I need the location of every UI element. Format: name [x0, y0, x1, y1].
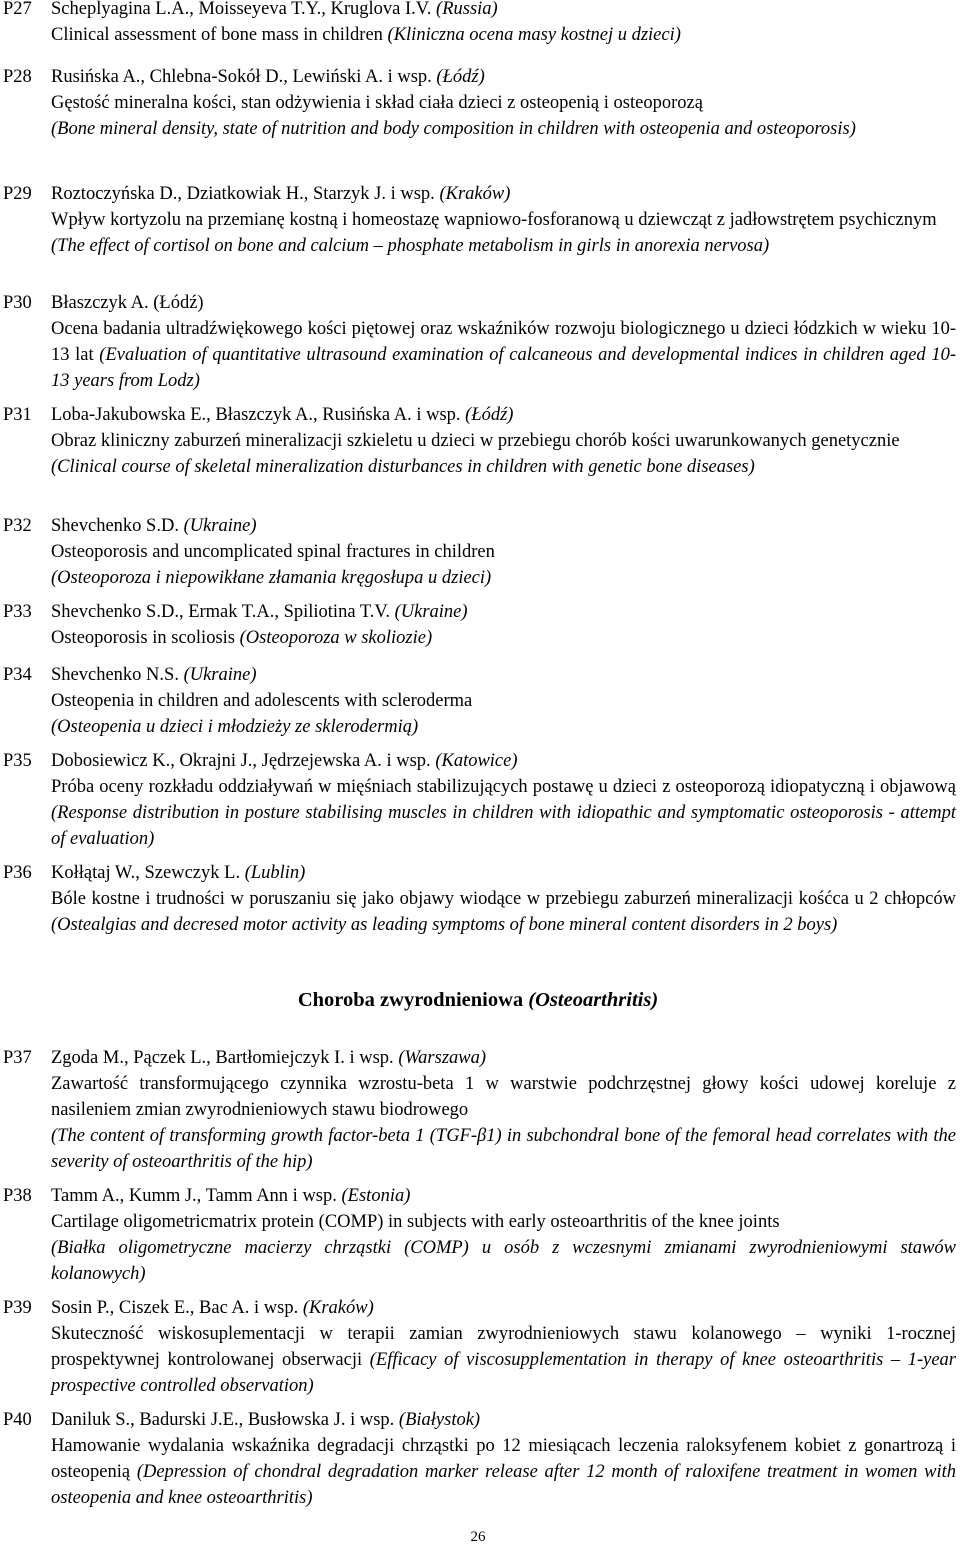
abstract-entry-p36	[0, 860, 956, 938]
entry-number: P40	[3, 1410, 32, 1430]
abstract-entry-p34	[0, 662, 956, 740]
entry-number: P32	[3, 516, 32, 536]
abstract-entry-p37	[0, 1045, 956, 1175]
page-number: 26	[470, 1529, 486, 1545]
entry-title: Bóle kostne i trudności w poruszaniu się jako objawy wiodące w przebiegu zaburzeń mineralizacji kośćca u 2 chłopców	[51, 889, 956, 909]
entry-place: (Ukraine)	[394, 602, 468, 622]
entry-authors: Daniluk S., Badurski J.E., Busłowska J. i wsp.	[51, 1410, 395, 1430]
entry-authors: Zgoda M., Pączek L., Bartłomiejczyk I. i wsp.	[51, 1048, 394, 1068]
abstract-entry-p28	[0, 64, 956, 142]
section-heading-translation: (Osteoarthritis)	[528, 989, 659, 1011]
entry-number: P27	[3, 0, 32, 19]
entry-number: P34	[3, 665, 32, 685]
entry-title: Osteoporosis and uncomplicated spinal fractures in children	[51, 542, 495, 562]
entry-title-translation: (The effect of cortisol on bone and calcium – phosphate metabolism in girls in anorexia nervosa)	[51, 236, 770, 256]
entry-title: Wpływ kortyzolu na przemianę kostną i homeostazę wapniowo-fosforanową u dziewcząt z jadłowstrętem psychicznym	[51, 210, 937, 230]
entry-title: Clinical assessment of bone mass in children	[51, 25, 388, 45]
abstract-entry-p40	[0, 1407, 956, 1511]
entry-place: (Kraków)	[439, 184, 511, 204]
entry-title-translation: (Białka oligometryczne macierzy chrząstki (COMP) u osób z wczesnymi zmianami zwyrodnieniowymi stawów kolanowych)	[51, 1238, 956, 1284]
abstract-entry-p33	[0, 599, 956, 651]
entry-title-translation: (Ostealgias and decresed motor activity as leading symptoms of bone mineral content disorders in 2 boys)	[51, 915, 838, 935]
entry-title: Hamowanie wydalania wskaźnika degradacji chrząstki po 12 miesiącach leczenia raloksyfenem kobiet z gonartrozą i osteopenią	[51, 1436, 956, 1482]
entry-number: P33	[3, 602, 32, 622]
abstract-entry-p39	[0, 1295, 956, 1399]
entry-authors: Loba-Jakubowska E., Błaszczyk A., Rusińska A. i wsp.	[51, 405, 461, 425]
entry-authors: Błaszczyk A.	[51, 293, 149, 313]
entry-authors: Sosin P., Ciszek E., Bac A. i wsp.	[51, 1298, 299, 1318]
entry-title-translation: (Osteopenia u dzieci i młodzieży ze sklerodermią)	[51, 717, 419, 737]
section-heading-text: Choroba zwyrodnieniowa	[297, 989, 529, 1011]
entry-authors: Dobosiewicz K., Okrajni J., Jędrzejewska A. i wsp.	[51, 751, 431, 771]
entry-title-translation: (Osteoporoza i niepowikłane złamania kręgosłupa u dzieci)	[51, 568, 492, 588]
entry-title-translation: (Evaluation of quantitative ultrasound examination of calcaneous and developmental indices in children aged 10-13 years from Lodz)	[51, 345, 956, 391]
entry-authors: Kołłątaj W., Szewczyk L.	[51, 863, 241, 883]
abstract-entry-p31	[0, 402, 956, 480]
entry-number: P38	[3, 1186, 32, 1206]
abstract-entry-p29	[0, 181, 956, 259]
entry-place: (Ukraine)	[183, 516, 257, 536]
entry-title-translation: (Response distribution in posture stabilising muscles in children with idiopathic and symptomatic osteoporosis - attempt of evaluation)	[51, 803, 956, 849]
entry-place: (Łódź)	[153, 293, 204, 313]
entry-title-translation: (Osteoporoza w skoliozie)	[239, 628, 433, 648]
entry-number: P29	[3, 184, 32, 204]
entry-title: Próba oceny rozkładu oddziaływań w mięśniach stabilizujących postawę u dzieci z osteoporozą idiopatyczną i objawową	[51, 777, 956, 797]
entry-authors: Shevchenko S.D.	[51, 516, 179, 536]
entry-place: (Łódź)	[436, 67, 485, 87]
entry-place: (Katowice)	[435, 751, 518, 771]
entry-place: (Lublin)	[244, 863, 306, 883]
section-heading	[0, 986, 956, 1014]
entry-authors: Tamm A., Kumm J., Tamm Ann i wsp.	[51, 1186, 337, 1206]
entry-number: P35	[3, 751, 32, 771]
abstract-entry-p35	[0, 748, 956, 852]
entry-title-translation: (The content of transforming growth factor-beta 1 (TGF-β1) in subchondral bone of the femoral head correlates with the severity of osteoarthritis of the hip)	[51, 1126, 956, 1172]
abstract-entry-p27	[0, 0, 956, 48]
entry-title: Zawartość transformującego czynnika wzrostu-beta 1 w warstwie podchrzęstnej głowy kości udowej koreluje z nasileniem zmian zwyrodnieniowych stawu biodrowego	[51, 1074, 956, 1120]
entry-number: P39	[3, 1298, 32, 1318]
entry-number: P30	[3, 293, 32, 313]
entry-number: P31	[3, 405, 32, 425]
entry-title: Osteopenia in children and adolescents with scleroderma	[51, 691, 473, 711]
entry-title-translation: (Kliniczna ocena masy kostnej u dzieci)	[387, 25, 681, 45]
entry-number: P28	[3, 67, 32, 87]
entry-place: (Russia)	[436, 0, 498, 19]
abstract-entry-p32	[0, 513, 956, 591]
entry-title-translation: (Bone mineral density, state of nutrition and body composition in children with osteopenia and osteoporosis)	[51, 119, 856, 139]
entry-place: (Warszawa)	[398, 1048, 487, 1068]
abstract-entry-p38	[0, 1183, 956, 1287]
entry-place: (Łódź)	[465, 405, 514, 425]
entry-authors: Shevchenko S.D., Ermak T.A., Spiliotina T.V.	[51, 602, 390, 622]
entry-place: (Ukraine)	[183, 665, 257, 685]
entry-place: (Estonia)	[341, 1186, 411, 1206]
entry-title: Gęstość mineralna kości, stan odżywienia i skład ciała dzieci z osteopenią i osteoporozą	[51, 93, 703, 113]
entry-authors: Shevchenko N.S.	[51, 665, 179, 685]
entry-title: Obraz kliniczny zaburzeń mineralizacji szkieletu u dzieci w przebiegu chorób kości uwarunkowanych genetycznie	[51, 431, 900, 451]
entry-authors: Scheplyagina L.A., Moisseyeva T.Y., Kruglova I.V.	[51, 0, 432, 19]
entry-number: P37	[3, 1048, 32, 1068]
entry-title-translation: (Clinical course of skeletal mineralization disturbances in children with genetic bone diseases)	[51, 457, 755, 477]
entry-place: (Białystok)	[398, 1410, 481, 1430]
entry-title: Cartilage oligometricmatrix protein (COMP) in subjects with early osteoarthritis of the knee joints	[51, 1212, 780, 1232]
entry-authors: Roztoczyńska D., Dziatkowiak H., Starzyk J. i wsp.	[51, 184, 435, 204]
entry-title-translation: (Efficacy of viscosupplementation in therapy of knee osteoarthritis – 1-year prospective controlled observation)	[51, 1350, 957, 1396]
entry-title: Osteoporosis in scoliosis	[51, 628, 240, 648]
abstract-entry-p30	[0, 290, 956, 394]
entry-authors: Rusińska A., Chlebna-Sokół D., Lewiński A. i wsp.	[51, 67, 432, 87]
entry-title: Skuteczność wiskosuplementacji w terapii zamian zwyrodnieniowych stawu kolanowego – wyniki 1-rocznej prospektywnej kontrolowanej obserwacji	[51, 1324, 956, 1370]
entry-place: (Kraków)	[302, 1298, 374, 1318]
entry-title: Ocena badania ultradźwiękowego kości piętowej oraz wskaźników rozwoju biologicznego u dzieci łódzkich w wieku 10-13 lat	[51, 319, 956, 365]
entry-title-translation: (Depression of chondral degradation marker release after 12 month of raloxifene treatment in women with osteopenia and knee osteoarthritis)	[51, 1462, 956, 1508]
entry-number: P36	[3, 863, 32, 883]
